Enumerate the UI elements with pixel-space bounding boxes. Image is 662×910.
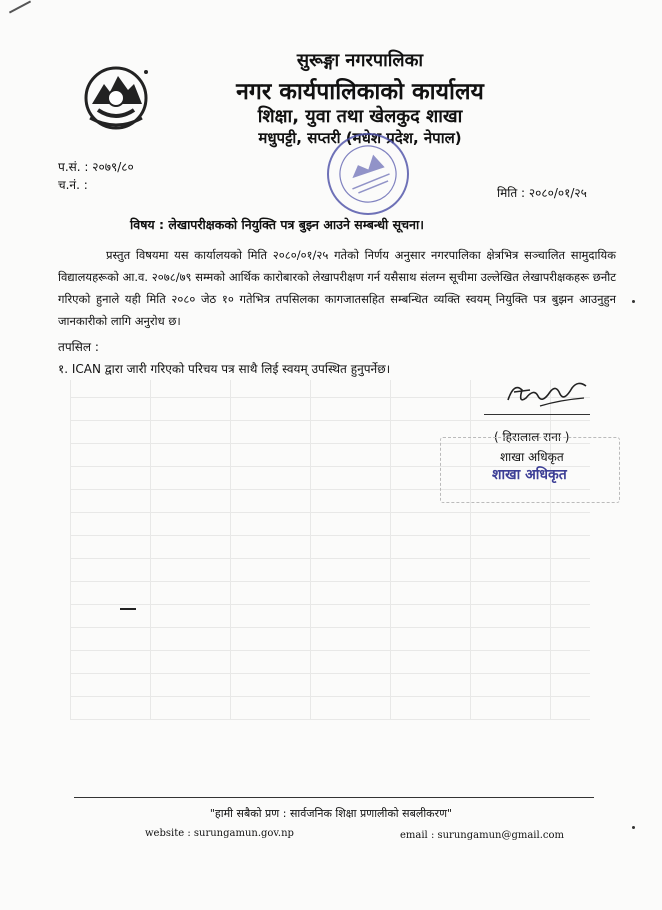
designation-stamp: शाखा अधिकृत (492, 467, 567, 483)
stray-dot (632, 300, 635, 303)
office-name: नगर कार्यपालिकाको कार्यालय (236, 79, 484, 105)
footer-website: website : surungamun.gov.np (145, 828, 294, 839)
municipality-name: सुरूङ्गा नगरपालिका (296, 50, 424, 71)
section-name: शिक्षा, युवा तथा खेलकुद शाखा (257, 106, 463, 127)
office-address: मधुपट्टी, सप्तरी (मधेश प्रदेश, नेपाल) (258, 129, 462, 147)
dispatch-number: च.नं. : (58, 178, 88, 192)
footer-email: email : surungamun@gmail.com (400, 830, 564, 841)
subject-line: विषय : लेखापरीक्षकको नियुक्ति पत्र बुझ्न आउने सम्बन्धी सूचना। (130, 217, 424, 232)
signatory-title: शाखा अधिकृत (500, 450, 564, 464)
footer-motto: "हामी सबैको प्रण : सार्वजनिक शिक्षा प्रणालीको सबलीकरण" (209, 807, 453, 820)
details-label: तपसिल : (58, 340, 99, 354)
government-emblem-icon (80, 60, 152, 132)
office-seal-icon (322, 128, 414, 220)
stray-mark (120, 608, 136, 610)
stray-dot (632, 826, 635, 829)
body-paragraph: प्रस्तुत विषयमा यस कार्यालयको मिति २०८०/०१/२५ गतेको निर्णय अनुसार नगरपालिका क्षेत्रभित्र सञ्चालित सामुदायिक विद्यालयहरूको आ.व. २०७८/७९ सम्मको आर्थिक कारोबारको लेखापरीक्षण गर्न यसैसाथ संलग्न सूचीमा उल्लेखित लेखापरीक्षकहरू छनौट गरिएको हुनाले यही मिति २०८० जेठ १० गतेभित्र तपसिलका कागजातसहित सम्बन्धित व्यक्ति स्वयम् नियुक्ति पत्र बुझन आउनुहुन जानकारीको लागि अनुरोध छ। (58, 248, 616, 328)
details-item: १. ICAN द्वारा जारी गरिएको परिचय पत्र साथै लिई स्वयम् उपस्थित हुनुपर्नेछ। (58, 362, 391, 376)
corner-mark (9, 0, 31, 13)
letter-date: मिति : २०८०/०१/२५ (497, 186, 587, 200)
signature-mark (500, 370, 596, 416)
signature-line (484, 414, 590, 415)
signatory-name: ( हिरालाल राना ) (494, 430, 570, 444)
footer-divider (74, 797, 594, 798)
letter-number: प.सं. : २०७९/८० (58, 160, 134, 174)
